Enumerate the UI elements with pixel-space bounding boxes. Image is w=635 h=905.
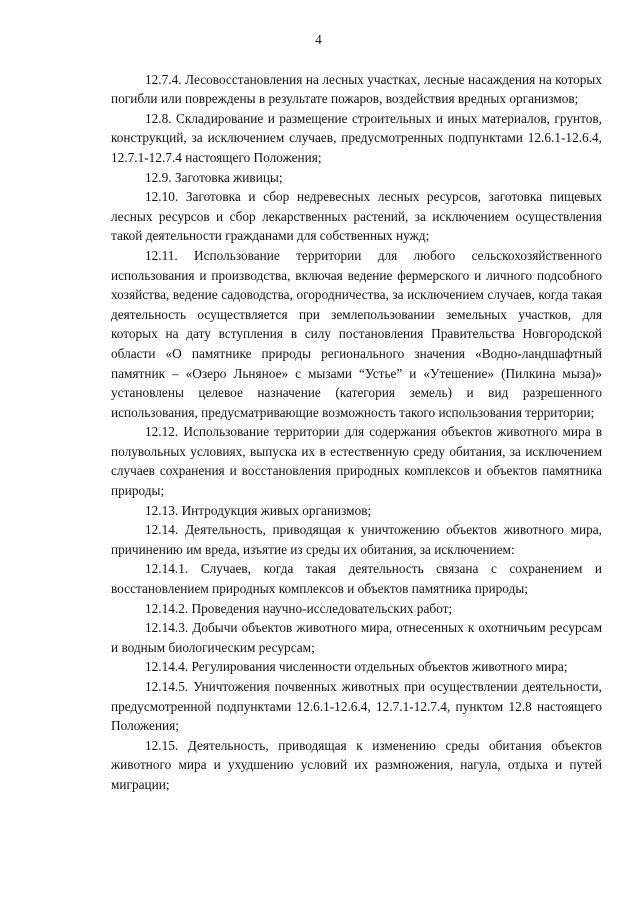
paragraph-12-7-4: 12.7.4. Лесовосстановления на лесных участках, лесные насаждения на которых погибли или повреждены в результате пожаров, воздействия вредных организмов; xyxy=(111,71,602,107)
paragraph-12-11: 12.11. Использование территории для любого сельскохозяйственного использования и производства, включая ведение фермерского и личного подсобного хозяйства, ведение садоводства, огородничества, за исключением случаев, когда такая деятельность осуществляется при землепользовании земельных участков, для которых на дату вступления в силу постановления Правительства Новгородской области «О памятнике природы регионального значения «Водно-ландшафтный памятник – «Озеро Льняное» с мызами “Устье” и «Утешение» (Пилкина мыза)» установлены целевое назначение (категория земель) и вид разрешенного использования, предусматривающие возможность такого использования территории; xyxy=(111,247,602,420)
paragraph-12-10: 12.10. Заготовка и сбор недревесных лесных ресурсов, заготовка пищевых лесных ресурсов и сбор лекарственных растений, за исключением осуществления такой деятельности гражданами для собственных нужд; xyxy=(111,189,602,244)
paragraph-12-14: 12.14. Деятельность, приводящая к уничтожению объектов животного мира, причинению им вреда, изъятие из среды их обитания, за исключением: xyxy=(111,522,602,557)
paragraph-12-14-1: 12.14.1. Случаев, когда такая деятельность связана с сохранением и восстановлением природных комплексов и объектов памятника природы; xyxy=(111,561,602,597)
paragraph-12-14-2: 12.14.2. Проведения научно-исследовательских работ; xyxy=(145,600,453,616)
paragraph-12-8: 12.8. Складирование и размещение строительных и иных материалов, грунтов, конструкций, за исключением случаев, предусмотренных подпунктами 12.6.1-12.6.4, 12.7.1-12.7.4 настоящего Положения; xyxy=(111,110,602,165)
paragraph-12-12: 12.12. Использование территории для содержания объектов животного мира в полувольных условиях, выпуска их в естественную среду обитания, за исключением случаев сохранения и восстановления природных комплексов и объектов памятника природы; xyxy=(111,424,602,499)
page-number: 4 xyxy=(315,32,322,47)
paragraph-12-14-4: 12.14.4. Регулирования численности отдельных объектов животного мира; xyxy=(145,659,568,675)
paragraph-12-13: 12.13. Интродукция живых организмов; xyxy=(145,502,372,518)
paragraph-12-15: 12.15. Деятельность, приводящая к изменению среды обитания объектов животного мира и ухудшению условий их размножения, нагула, отдыха и путей миграции; xyxy=(111,737,602,792)
paragraph-12-9: 12.9. Заготовка живицы; xyxy=(145,169,283,185)
paragraph-12-14-3: 12.14.3. Добычи объектов животного мира, отнесенных к охотничьим ресурсам и водным биологическим ресурсам; xyxy=(111,620,602,655)
paragraph-12-14-5: 12.14.5. Уничтожения почвенных животных при осуществлении деятельности, предусмотренной подпунктами 12.6.1-12.6.4, 12.7.1-12.7.4, пунктом 12.8 настоящего Положения; xyxy=(111,679,602,734)
